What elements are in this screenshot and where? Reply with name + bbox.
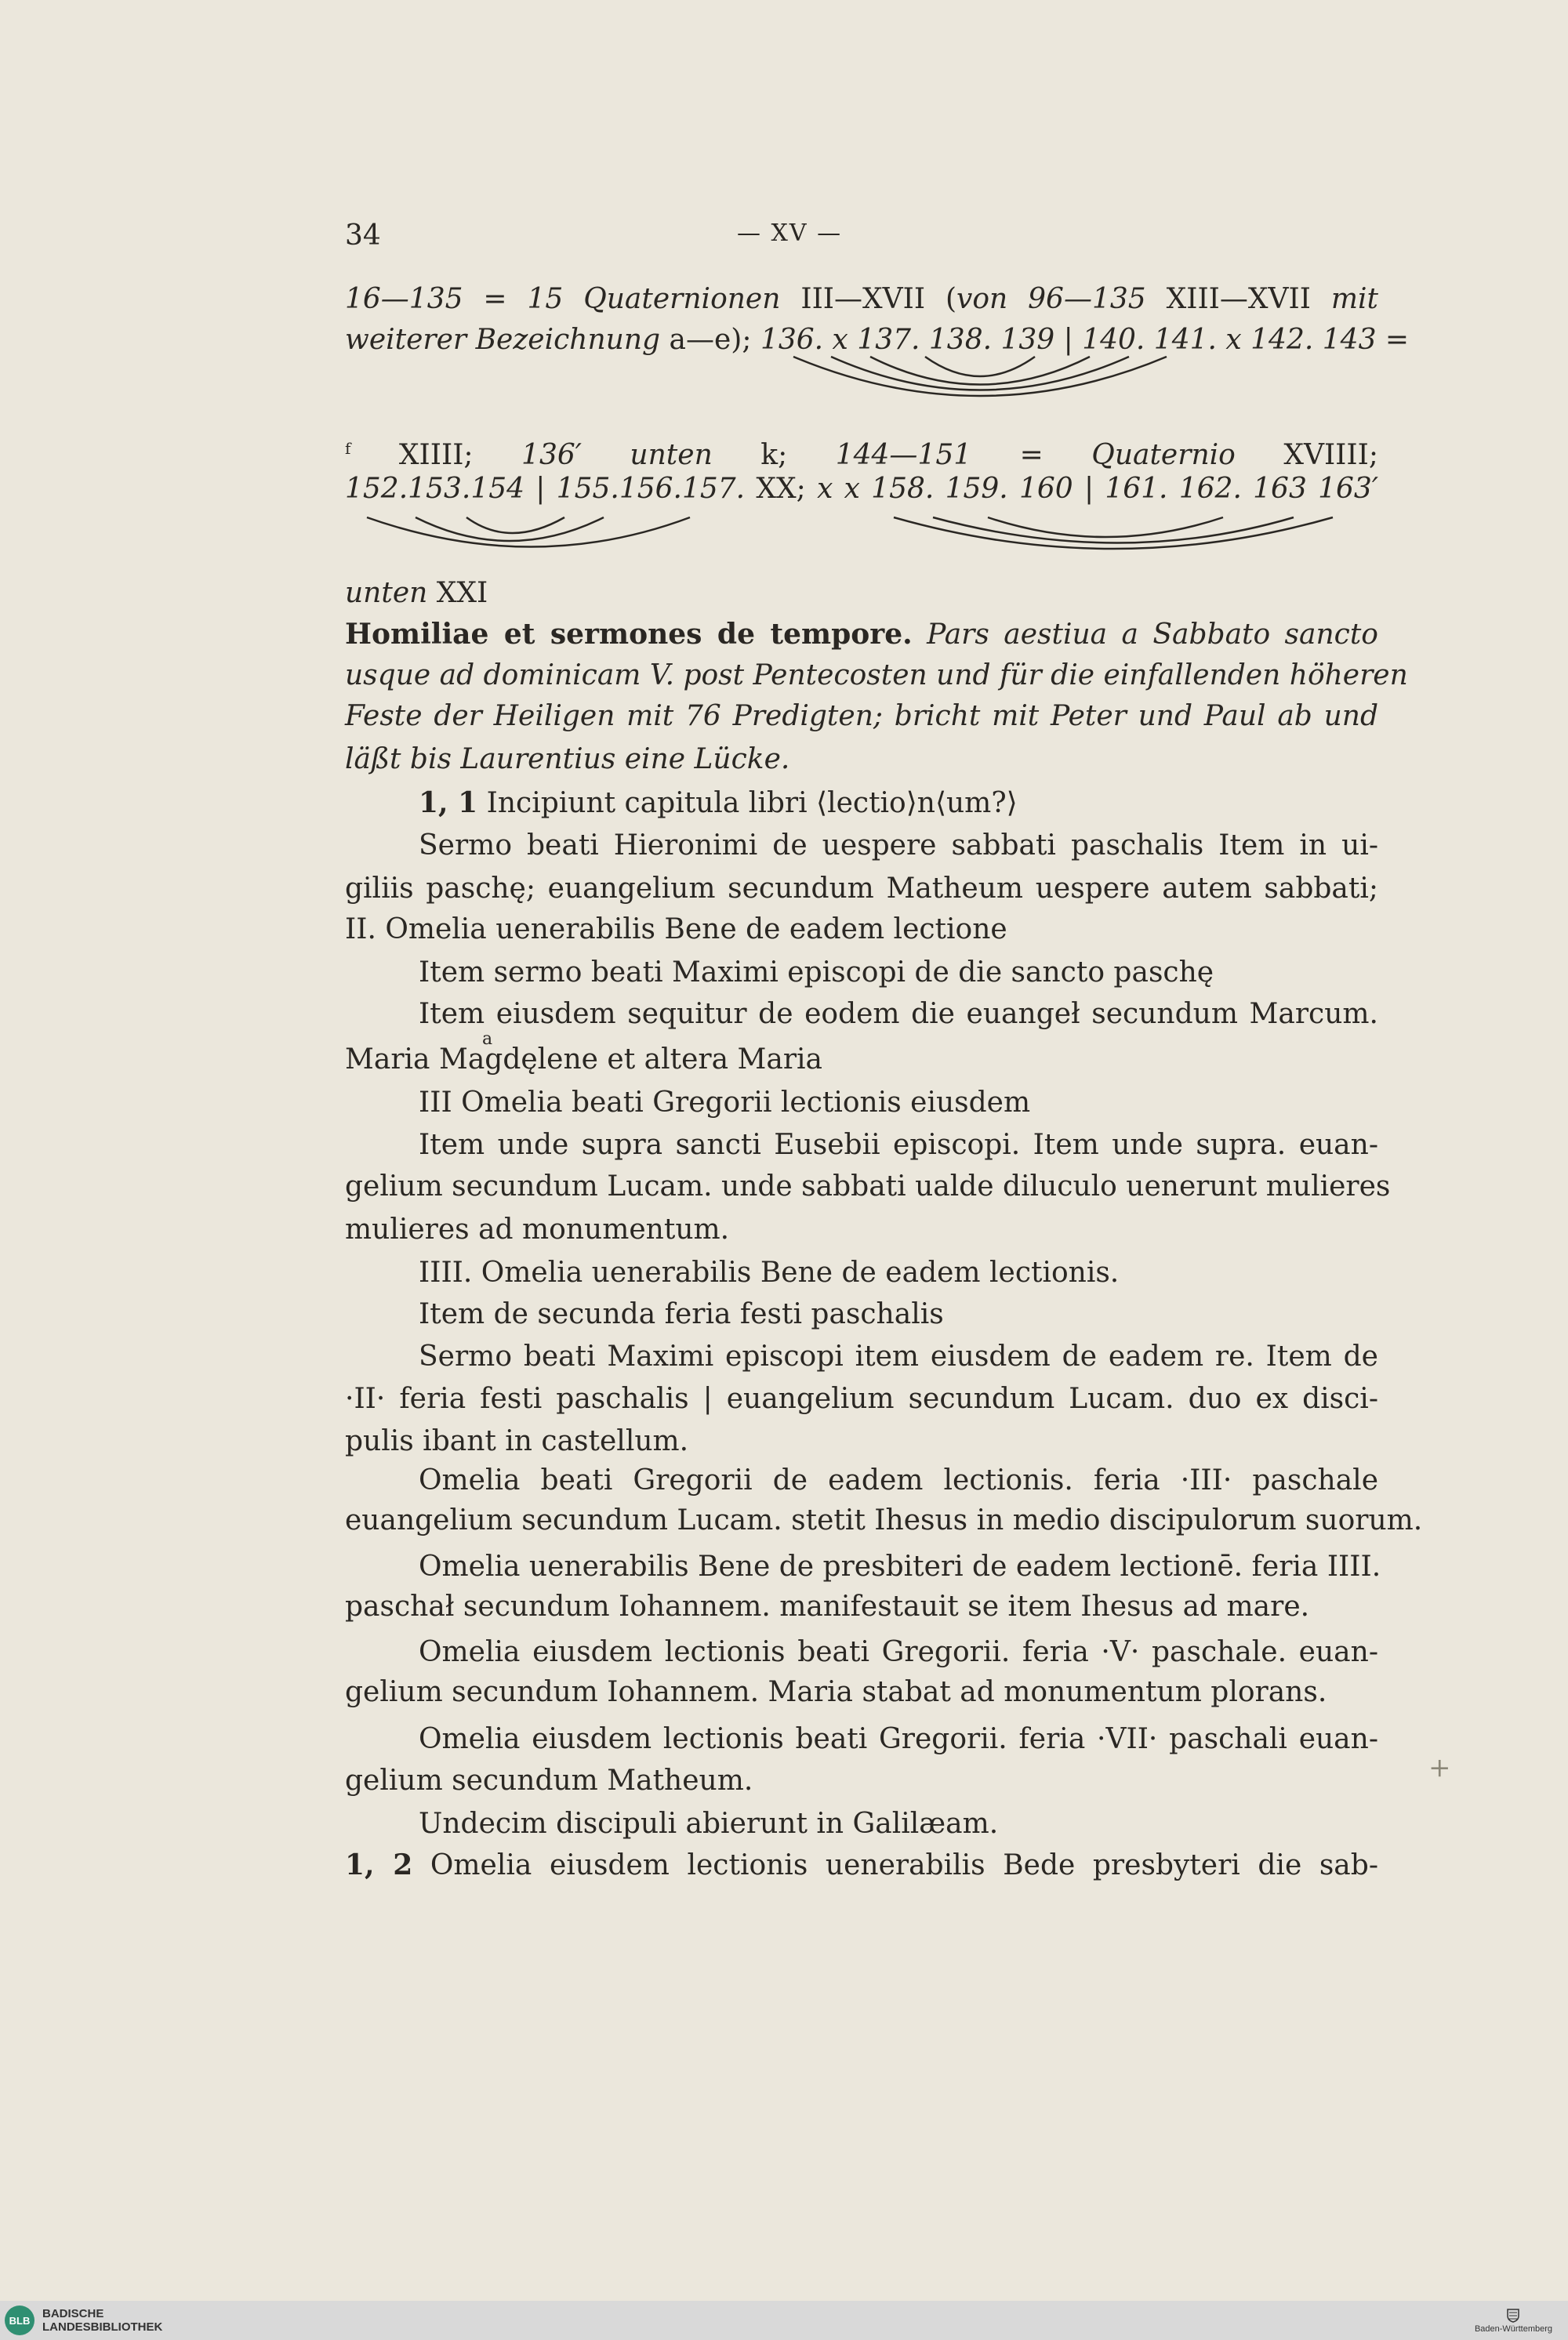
superscript-a: a — [482, 1029, 493, 1049]
description-heading: Homiliae et sermones de tempore. — [345, 618, 913, 651]
collation-line-3: $^f$ XIIII; 136′ unten k; 144—151 = Quaternio XVIIII; — [345, 439, 1378, 471]
section-number: 1, 1 — [419, 786, 478, 819]
quire-arc-153-156 — [416, 517, 604, 541]
collation-line-5: unten XXI — [345, 577, 488, 609]
text-line-02: Sermo beati Hieronimi de uespere sabbati paschalis Item in ui- — [419, 829, 1378, 862]
baden-wuerttemberg-crest-icon — [1507, 2309, 1519, 2323]
text-line-14: Sermo beati Maximi episcopi item eiusdem de eadem re. Item de — [419, 1341, 1378, 1373]
text-line-15: ·II· feria festi paschalis | euangelium secundum Lucam. duo ex disci- — [345, 1383, 1378, 1415]
collation-line-4: 152.153.154 | 155.156.157. XX; x x 158. 159. 160 | 161. 162. 163 163′ — [345, 473, 1379, 505]
baden-wuerttemberg-badge: Baden-Württemberg — [1475, 2309, 1552, 2334]
description-line-1: Homiliae et sermones de tempore. Pars aestiua a Sabbato sancto — [345, 618, 1378, 651]
description-line-4: läßt bis Laurentius eine Lücke. — [345, 743, 790, 775]
blb-logo-icon[interactable]: BLB — [5, 2306, 34, 2335]
text-line-22: gelium secundum Iohannem. Maria stabat ad monumentum plorans. — [345, 1676, 1327, 1708]
text-line-23: Omelia eiusdem lectionis beati Gregorii. feria ·VII· paschali euan- — [419, 1723, 1378, 1755]
text-line-11: mulieres ad monumentum. — [345, 1214, 730, 1246]
section-number: 1, 2 — [345, 1848, 413, 1881]
text-line-24: gelium secundum Matheum. — [345, 1765, 753, 1797]
text-line-21: Omelia eiusdem lectionis beati Gregorii. feria ·V· paschale. euan- — [419, 1636, 1378, 1668]
footer-bar — [0, 2301, 1568, 2340]
text-line-17: Omelia beati Gregorii de eadem lectionis. feria ·III· paschale — [419, 1464, 1378, 1497]
text-line-18: euangelium secundum Lucam. stetit Ihesus in medio discipulorum suorum. — [345, 1504, 1423, 1536]
quire-arc-139-140 — [925, 357, 1035, 376]
text-line-16: pulis ibant in castellum. — [345, 1425, 689, 1457]
text-line-03: giliis paschę; euangelium secundum Matheum uespere autem sabbati; — [345, 873, 1378, 905]
page-number: 34 — [345, 219, 381, 252]
text-line-04: II. Omelia uenerabilis Bene de eadem lectione — [345, 913, 1007, 945]
library-name: BADISCHE LANDESBIBLIOTHEK — [42, 2307, 163, 2334]
text-line-25: Undecim discipuli abierunt in Galilæam. — [419, 1808, 999, 1840]
text-line-09: Item unde supra sancti Eusebii episcopi. Item unde supra. euan- — [419, 1129, 1378, 1161]
text-line-26: 1, 2 Omelia eiusdem lectionis uenerabilis Bede presbyteri die sab- — [345, 1848, 1378, 1881]
running-head: — XV — — [737, 219, 843, 247]
quire-arc-154-155 — [466, 517, 564, 533]
description-line-2: usque ad dominicam V. post Pentecosten und für die einfallenden höheren — [345, 659, 1408, 691]
quire-arc-160-162 — [988, 517, 1223, 537]
text-line-01: 1, 1 Incipiunt capitula libri ⟨lectio⟩n⟨um?⟩ — [419, 786, 1018, 819]
collation-line-1: 16—135 = 15 Quaternionen III—XVII (von 96—135 XIII—XVII mit — [345, 283, 1379, 315]
text-line-12: IIII. Omelia uenerabilis Bene de eadem lectionis. — [419, 1257, 1120, 1289]
description-line-3: Feste der Heiligen mit 76 Predigten; bricht mit Peter und Paul ab und — [345, 700, 1378, 732]
binding-mark: + — [1428, 1752, 1451, 1783]
text-line-10: gelium secundum Lucam. unde sabbati ualde diluculo uenerunt mulieres — [345, 1170, 1391, 1203]
text-line-13: Item de secunda feria festi paschalis — [419, 1298, 944, 1330]
text-line-05: Item sermo beati Maximi episcopi de die sancto paschę — [419, 956, 1214, 989]
text-line-06: Item eiusdem sequitur de eodem die euangeł secundum Marcum. — [419, 998, 1378, 1030]
text-line-08: III Omelia beati Gregorii lectionis eiusdem — [419, 1087, 1031, 1119]
collation-line-2: weiterer Bezeichnung a—e); 136. x 137. 138. 139 | 140. 141. x 142. 143 = — [345, 324, 1410, 356]
quire-arc-158-163b — [894, 517, 1333, 549]
text-line-07: a Maria Magdęlene et altera Maria — [345, 1041, 1378, 1079]
text-line-19: Omelia uenerabilis Bene de presbiteri de eadem lectionē. feria IIII. — [419, 1551, 1381, 1583]
text-line-20: paschał secundum Iohannem. manifestauit se item Ihesus ad mare. — [345, 1591, 1310, 1623]
